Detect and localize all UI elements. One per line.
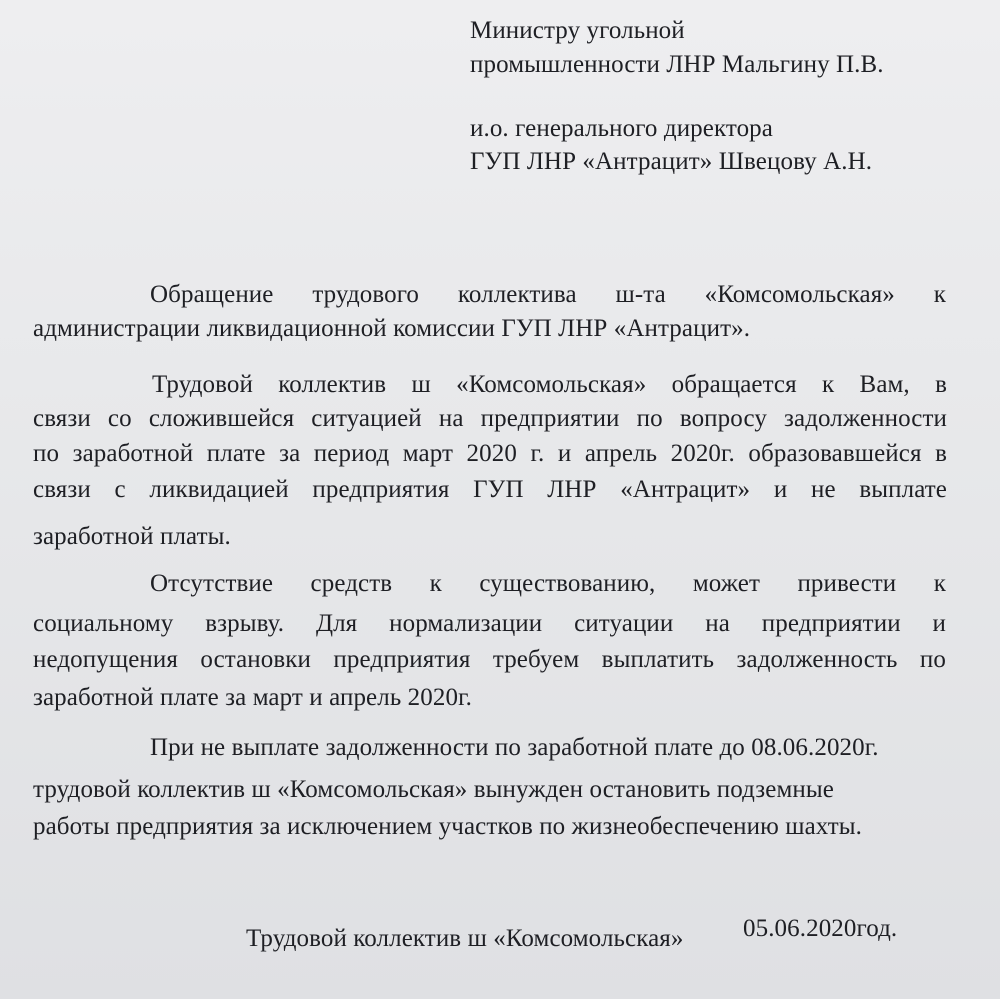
addressee-line: и.о. генерального директора: [470, 115, 773, 142]
text-line: Обращение трудового коллектива ш-та «Комсомольская» к: [150, 281, 946, 308]
addressee-line: промышленности ЛНР Мальгину П.В.: [470, 51, 884, 78]
signature-date: 05.06.2020год.: [743, 915, 898, 942]
signature-sender: Трудовой коллектив ш «Комсомольская»: [246, 925, 684, 952]
text-line: недопущения остановки предприятия требуем выплатить задолженность по: [33, 646, 946, 673]
text-line: связи с ликвидацией предприятия ГУП ЛНР «Антрацит» и не выплате: [33, 476, 947, 503]
text-line: по заработной плате за период март 2020 г. и апрель 2020г. образовавшейся в: [33, 440, 947, 467]
text-line: администрации ликвидационной комиссии ГУП ЛНР «Антрацит».: [33, 315, 751, 342]
text-line: Трудовой коллектив ш «Комсомольская» обращается к Вам, в: [152, 371, 947, 398]
text-line: При не выплате задолженности по заработной плате до 08.06.2020г.: [150, 734, 879, 761]
text-line: трудовой коллектив ш «Комсомольская» вынужден остановить подземные: [33, 776, 834, 803]
text-line: Отсутствие средств к существованию, может привести к: [150, 570, 946, 597]
addressee-line: Министру угольной: [470, 17, 685, 44]
text-line: работы предприятия за исключением участков по жизнеобеспечению шахты.: [33, 813, 863, 840]
text-line: связи со сложившейся ситуацией на предприятии по вопросу задолженности: [33, 405, 947, 432]
text-line: заработной плате за март и апрель 2020г.: [33, 684, 472, 711]
addressee-line: ГУП ЛНР «Антрацит» Швецову А.Н.: [470, 148, 873, 175]
text-line: социальному взрыву. Для нормализации ситуации на предприятии и: [33, 610, 946, 637]
text-line: заработной платы.: [33, 523, 231, 550]
